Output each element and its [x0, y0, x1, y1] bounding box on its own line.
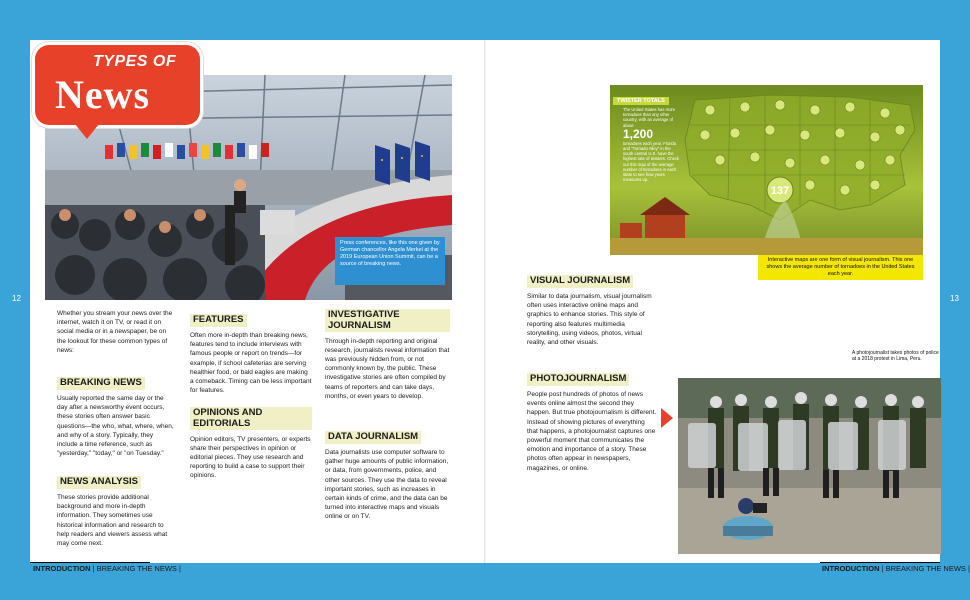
visual-journalism-body: Similar to data journalism, visual journalism often uses interactive online maps and graphics to enhance stories. This style of reporting also features multimedia storytelling, using videos, photos, virtual reality, and other visuals. — [527, 293, 652, 347]
twister-text-top: The United States has more tornadoes than any other country, with an average of about — [623, 107, 676, 128]
map-caption: Interactive maps are one form of visual journalism. This one shows the average number of tornadoes in the United States each year. — [758, 255, 923, 280]
footer-rule-left — [30, 562, 150, 563]
data-journalism-body: Data journalists use computer software to gather huge amounts of public information, or data, from governments, police, and other sources. They use the data to reveal important stories, such as increases in certain kinds of crime, and the data can be turned into interactive maps and visuals online or on TV. — [325, 449, 449, 521]
photojournalist-caption: A photojournalist takes photos of police at a 2018 protest in Lima, Peru. — [852, 350, 939, 363]
investigative-body: Through in-depth reporting and original research, journalists reveal information that was previously hidden from, or not commonly known by, the public. These investigative stories are often compiled by teams of reporters and can take days, months, or even years to develop. — [325, 337, 450, 400]
types-of-news-badge — [35, 45, 200, 125]
tornado-map-graphic — [610, 85, 923, 285]
features-heading: FEATURES — [190, 314, 247, 327]
breaking-news-heading: BREAKING NEWS — [57, 377, 145, 390]
photojournalism-section — [527, 368, 657, 473]
news-analysis-body: These stories provide additional background and more in-depth information. They sometimes use historical information and research to help readers and viewers assess what may come next. — [57, 494, 168, 548]
footer-right — [822, 564, 970, 573]
footer-rule-right — [820, 562, 940, 563]
investigative-section — [325, 309, 450, 401]
opinions-section — [190, 407, 312, 481]
photo-caption-box: Press conferences, like this one given by German chancellor Angela Merkel at the 2019 European Union Summit, can be a source of breaking news. — [335, 237, 445, 285]
twister-totals-text — [623, 107, 683, 182]
features-body: Often more in-depth than breaking news, features tend to include interviews with famous people or report on trends—for example, if school cafeterias are serving healthier food, or bald eagles are making a comeback. Timing can be less important for features. — [190, 332, 312, 395]
photojournalism-heading: PHOTOJOURNALISM — [527, 373, 629, 386]
tornado-map-panel — [610, 85, 923, 255]
footer-left-rest: | BREAKING THE NEWS | — [90, 564, 181, 573]
title-main: News — [55, 72, 151, 117]
twister-totals-label: TWISTER TOTALS — [613, 97, 669, 105]
news-analysis-heading: NEWS ANALYSIS — [57, 476, 141, 489]
data-journalism-section — [325, 426, 450, 522]
footer-right-bold: INTRODUCTION — [822, 564, 880, 573]
twister-number: 1,200 — [623, 126, 654, 141]
caption-arrow-icon — [661, 408, 673, 428]
big-marker-value: 137 — [770, 185, 790, 197]
page-number-left: 12 — [12, 294, 21, 303]
twister-text-bottom: tornadoes each year. Florida and "Tornado Alley" in the south-central U.S. have the highest rate of twisters. Check out this map of the average number of tornadoes in each state to see how yours measures up. — [623, 140, 680, 183]
investigative-heading: INVESTIGATIVE JOURNALISM — [325, 309, 450, 332]
page-gutter — [484, 40, 486, 563]
intro-paragraph: Whether you stream your news over the internet, watch it on TV, or read it on social media or in a newspaper, be on the lookout for these common types of news: — [57, 310, 173, 354]
protest-illustration — [678, 378, 941, 554]
footer-left-bold: INTRODUCTION — [33, 564, 91, 573]
opinions-body: Opinion editors, TV presenters, or experts share their perspectives in opinion or editorial pieces. They use research and reporting to build a case to support their opinions. — [190, 435, 311, 480]
news-analysis-section — [57, 471, 175, 548]
opinions-heading: OPINIONS AND EDITORIALS — [190, 407, 312, 430]
footer-left — [33, 564, 181, 573]
page-number-right: 13 — [950, 294, 959, 303]
data-journalism-heading: DATA JOURNALISM — [325, 431, 421, 444]
photojournalism-body: People post hundreds of photos of news events online almost the second they happen. But true photojournalism is different. Instead of showing pictures of everything that happens, a photojournalist captures one powerful moment that communicates the emotion and importance of a story. These photos often appear in newspapers, magazines, or online. — [527, 391, 657, 472]
protest-photo — [678, 378, 941, 554]
visual-journalism-heading: VISUAL JOURNALISM — [527, 275, 633, 288]
footer-right-rest: | BREAKING THE NEWS | — [879, 564, 970, 573]
features-section — [190, 309, 312, 395]
breaking-news-section — [57, 372, 175, 458]
breaking-news-body: Usually reported the same day or the day after a newsworthy event occurs, these stories often answer basic questions—the who, what, where, when, and why of a story. Typically, they include a time reference, such as "yesterday," "today," or "on Tuesday." — [57, 395, 174, 458]
title-small: TYPES OF — [93, 53, 177, 70]
